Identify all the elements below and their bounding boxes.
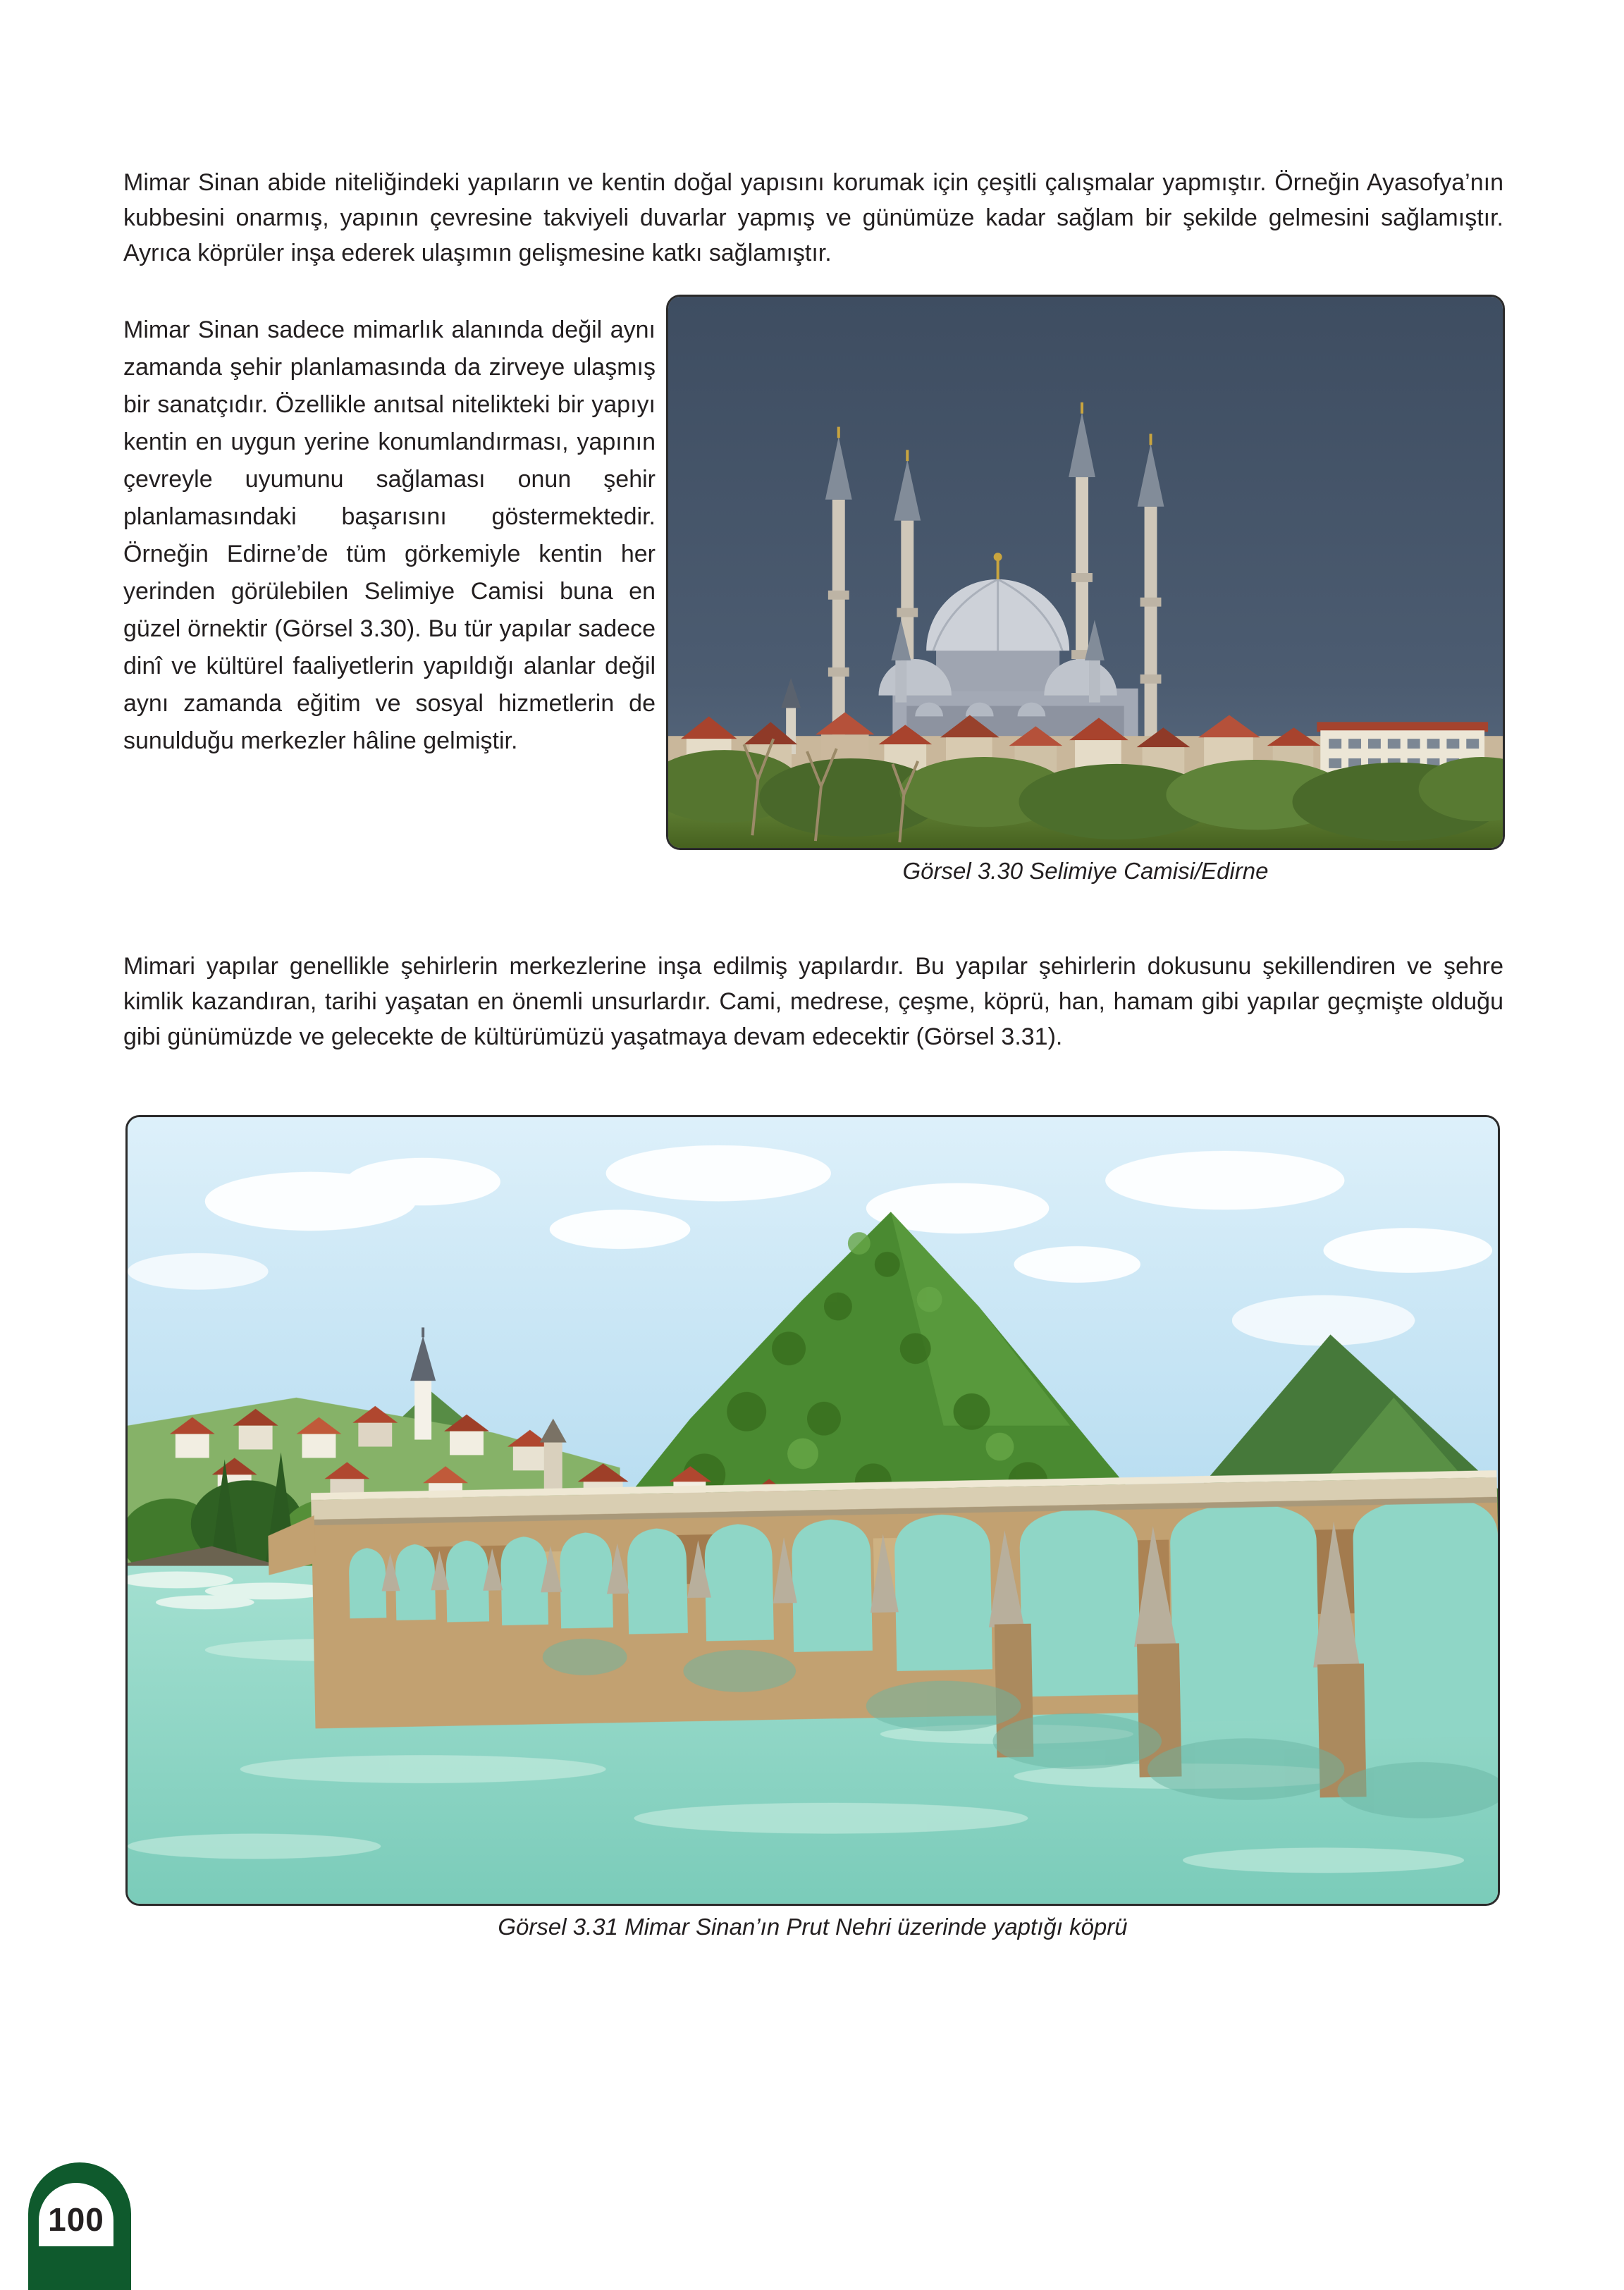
paragraph-city-structures: Mimari yapılar genellikle şehirlerin merkezlerine inşa edilmiş yapılardır. Bu yapılar şehirlerin dokusunu şekillendiren ve şehre kimlik kazandıran, tarihi yaşatan en önemli unsurlardır. Cami, medrese, çeşme, köprü, han, hamam gibi yapılar geçmişte olduğu gibi günümüzde ve gelecekte de kültürümüzü yaşatmaya devam edecektir (Görsel 3.31).	[123, 953, 1503, 1050]
stone-bridge-illustration	[128, 1117, 1498, 1904]
paragraph-intro: Mimar Sinan abide niteliğindeki yapıların ve kentin doğal yapısını korumak için çeşitli çalışmalar yapmıştır. Örneğin Ayasofya’nın kubbesini onarmış, yapının çevresine takviyeli duvarlar yapmış ve günümüze kadar sağlam bir şekilde gelmesini sağlamıştır. Ayrıca köprüler inşa ederek ulaşımın gelişmesine katkı sağlamıştır.	[123, 169, 1503, 266]
page-number: 100	[48, 2201, 104, 2238]
selimiye-mosque-illustration	[668, 297, 1503, 848]
page-number-badge	[28, 2162, 131, 2290]
figure-3-30	[666, 295, 1505, 885]
figure-3-30-image	[666, 295, 1505, 850]
figure-3-31-image	[125, 1115, 1500, 1906]
figure-3-30-caption: Görsel 3.30 Selimiye Camisi/Edirne	[902, 858, 1269, 884]
figure-3-31-caption: Görsel 3.31 Mimar Sinan’ın Prut Nehri üzerinde yaptığı köprü	[498, 1914, 1128, 1940]
figure-3-31	[125, 1115, 1500, 1941]
paragraph-city-planning: Mimar Sinan sadece mimarlık alanında değil aynı zamanda şehir planlamasında da zirveye ulaşmış bir sanatçıdır. Özellikle anıtsal nitelikteki bir yapıyı kentin en uygun yerine konumlandırması, yapının çevreyle uyumunu sağlaması onun şehir planlamasındaki başarısını göstermektedir. Örneğin Edirne’de tüm görkemiyle kentin her yerinden görülebilen Selimiye Camisi buna en güzel örnektir (Görsel 3.30). Bu tür yapılar sadece dinî ve kültürel faaliyetlerin yapıldığı alanlar değil aynı zamanda eğitim ve sosyal hizmetlerin de sunulduğu merkezler hâline gelmiştir.	[123, 316, 656, 754]
page-number-arch	[39, 2183, 113, 2246]
